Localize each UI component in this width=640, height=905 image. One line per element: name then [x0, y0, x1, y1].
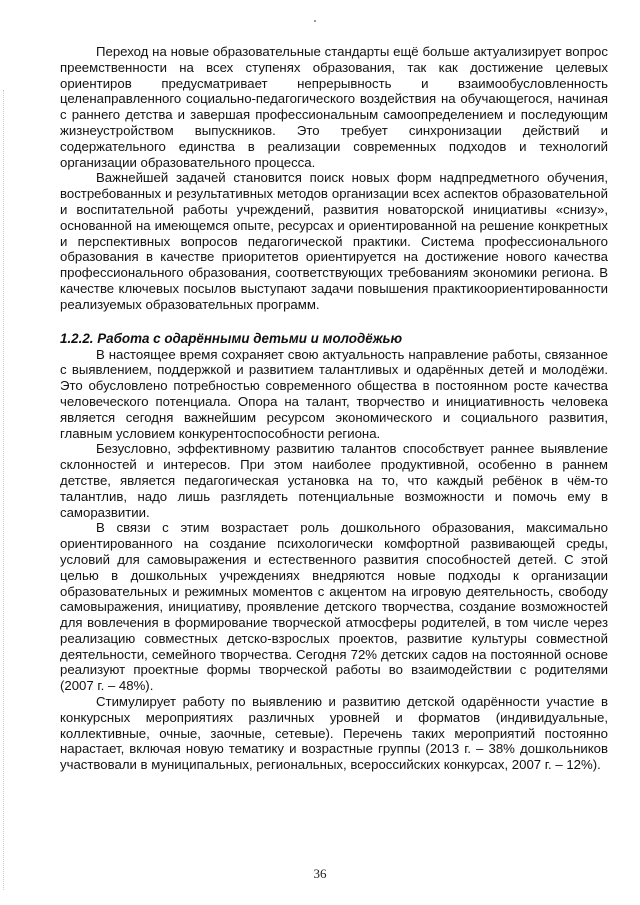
- page-content: [60, 44, 608, 773]
- paragraph-early-detection: Безусловно, эффективному развитию талантов способствует раннее выявление склонностей и интересов. При этом наиболее продуктивной, особенно в раннем детстве, является педагогическая установка на то, что каждый ребёнок в чём-то талантлив, надо лишь разглядеть потенциальные возможности и помочь ему в саморазвитии.: [60, 441, 608, 520]
- scan-edge-mark: [3, 90, 5, 890]
- paragraph-contests: Стимулирует работу по выявлению и развитию детской одарённости участие в конкурсных мероприятиях различных уровней и форматов (индивидуальные, коллективные, очные, заочные, сетевые). Перечень таких мероприятий постоянно нарастает, включая новую тематику и возрастные группы (2013 г. – 38% дошкольников участвовали в муниципальных, региональных, всероссийских конкурсах, 2007 г. – 12%).: [60, 694, 608, 773]
- section-heading: 1.2.2. Работа с одарёнными детьми и молодёжью: [60, 330, 403, 346]
- section-gap: [60, 313, 608, 331]
- page-number: 36: [313, 866, 327, 881]
- scan-speck: [314, 20, 316, 22]
- paragraph-gifted-relevance: В настоящее время сохраняет свою актуальность направление работы, связанное с выявлением, поддержкой и развитием талантливых и одарённых детей и молодёжи. Это обусловлено потребностью современного общества в постоянном росте качества человеческого потенциала. Опора на талант, творчество и инициативность человека является сегодня важнейшим ресурсом экономического и социального развития, главным условием конкурентоспособности региона.: [60, 346, 608, 441]
- paragraph-preschool-role: В связи с этим возрастает роль дошкольного образования, максимально ориентированного на создание психологически комфортной развивающей среды, условий для самовыражения и естественного развития способностей детей. С этой целью в дошкольных учреждениях внедряются новые подходы к организации образовательных и режимных моментов с акцентом на игровую деятельность, свободу самовыражения, инициативу, проявление детского творчества, создание возможностей для вовлечения в формирование творческой атмосферы родителей, в том числе через реализацию совместных детско-взрослых проектов, развитие культуры совместной деятельности, семейного творчества. Сегодня 72% детских садов на постоянной основе реализуют проектные формы творческой работы во взаимодействии с родителями (2007 г. – 48%).: [60, 520, 608, 694]
- paragraph-key-task: Важнейшей задачей становится поиск новых форм надпредметного обучения, востребованных и результативных методов организации всех аспектов образовательной и воспитательной работы учреждений, развития новаторской инициативы «снизу», основанной на имеющемся опыте, ресурсах и ориентированной на решение конкретных и перспективных вопросов педагогической практики. Система профессионального образования в качестве приоритетов ориентируется на достижение нового качества профессионального образования, соответствующих требованиям экономики региона. В качестве ключевых посылов выступают задачи повышения практикоориентированности реализуемых образовательных программ.: [60, 170, 608, 312]
- paragraph-standards: Переход на новые образовательные стандарты ещё больше актуализирует вопрос преемственности на всех ступенях образования, так как достижение целевых ориентиров предусматривает непрерывность и взаимообусловленность целенаправленного социально-педагогического воздействия на обучающегося, начиная с раннего детства и завершая профессиональным самоопределением и последующим жизнеустройством выпускников. Это требует синхронизации действий и содержательного единства в реализации современных подходов и технологий организации образовательного процесса.: [60, 44, 608, 170]
